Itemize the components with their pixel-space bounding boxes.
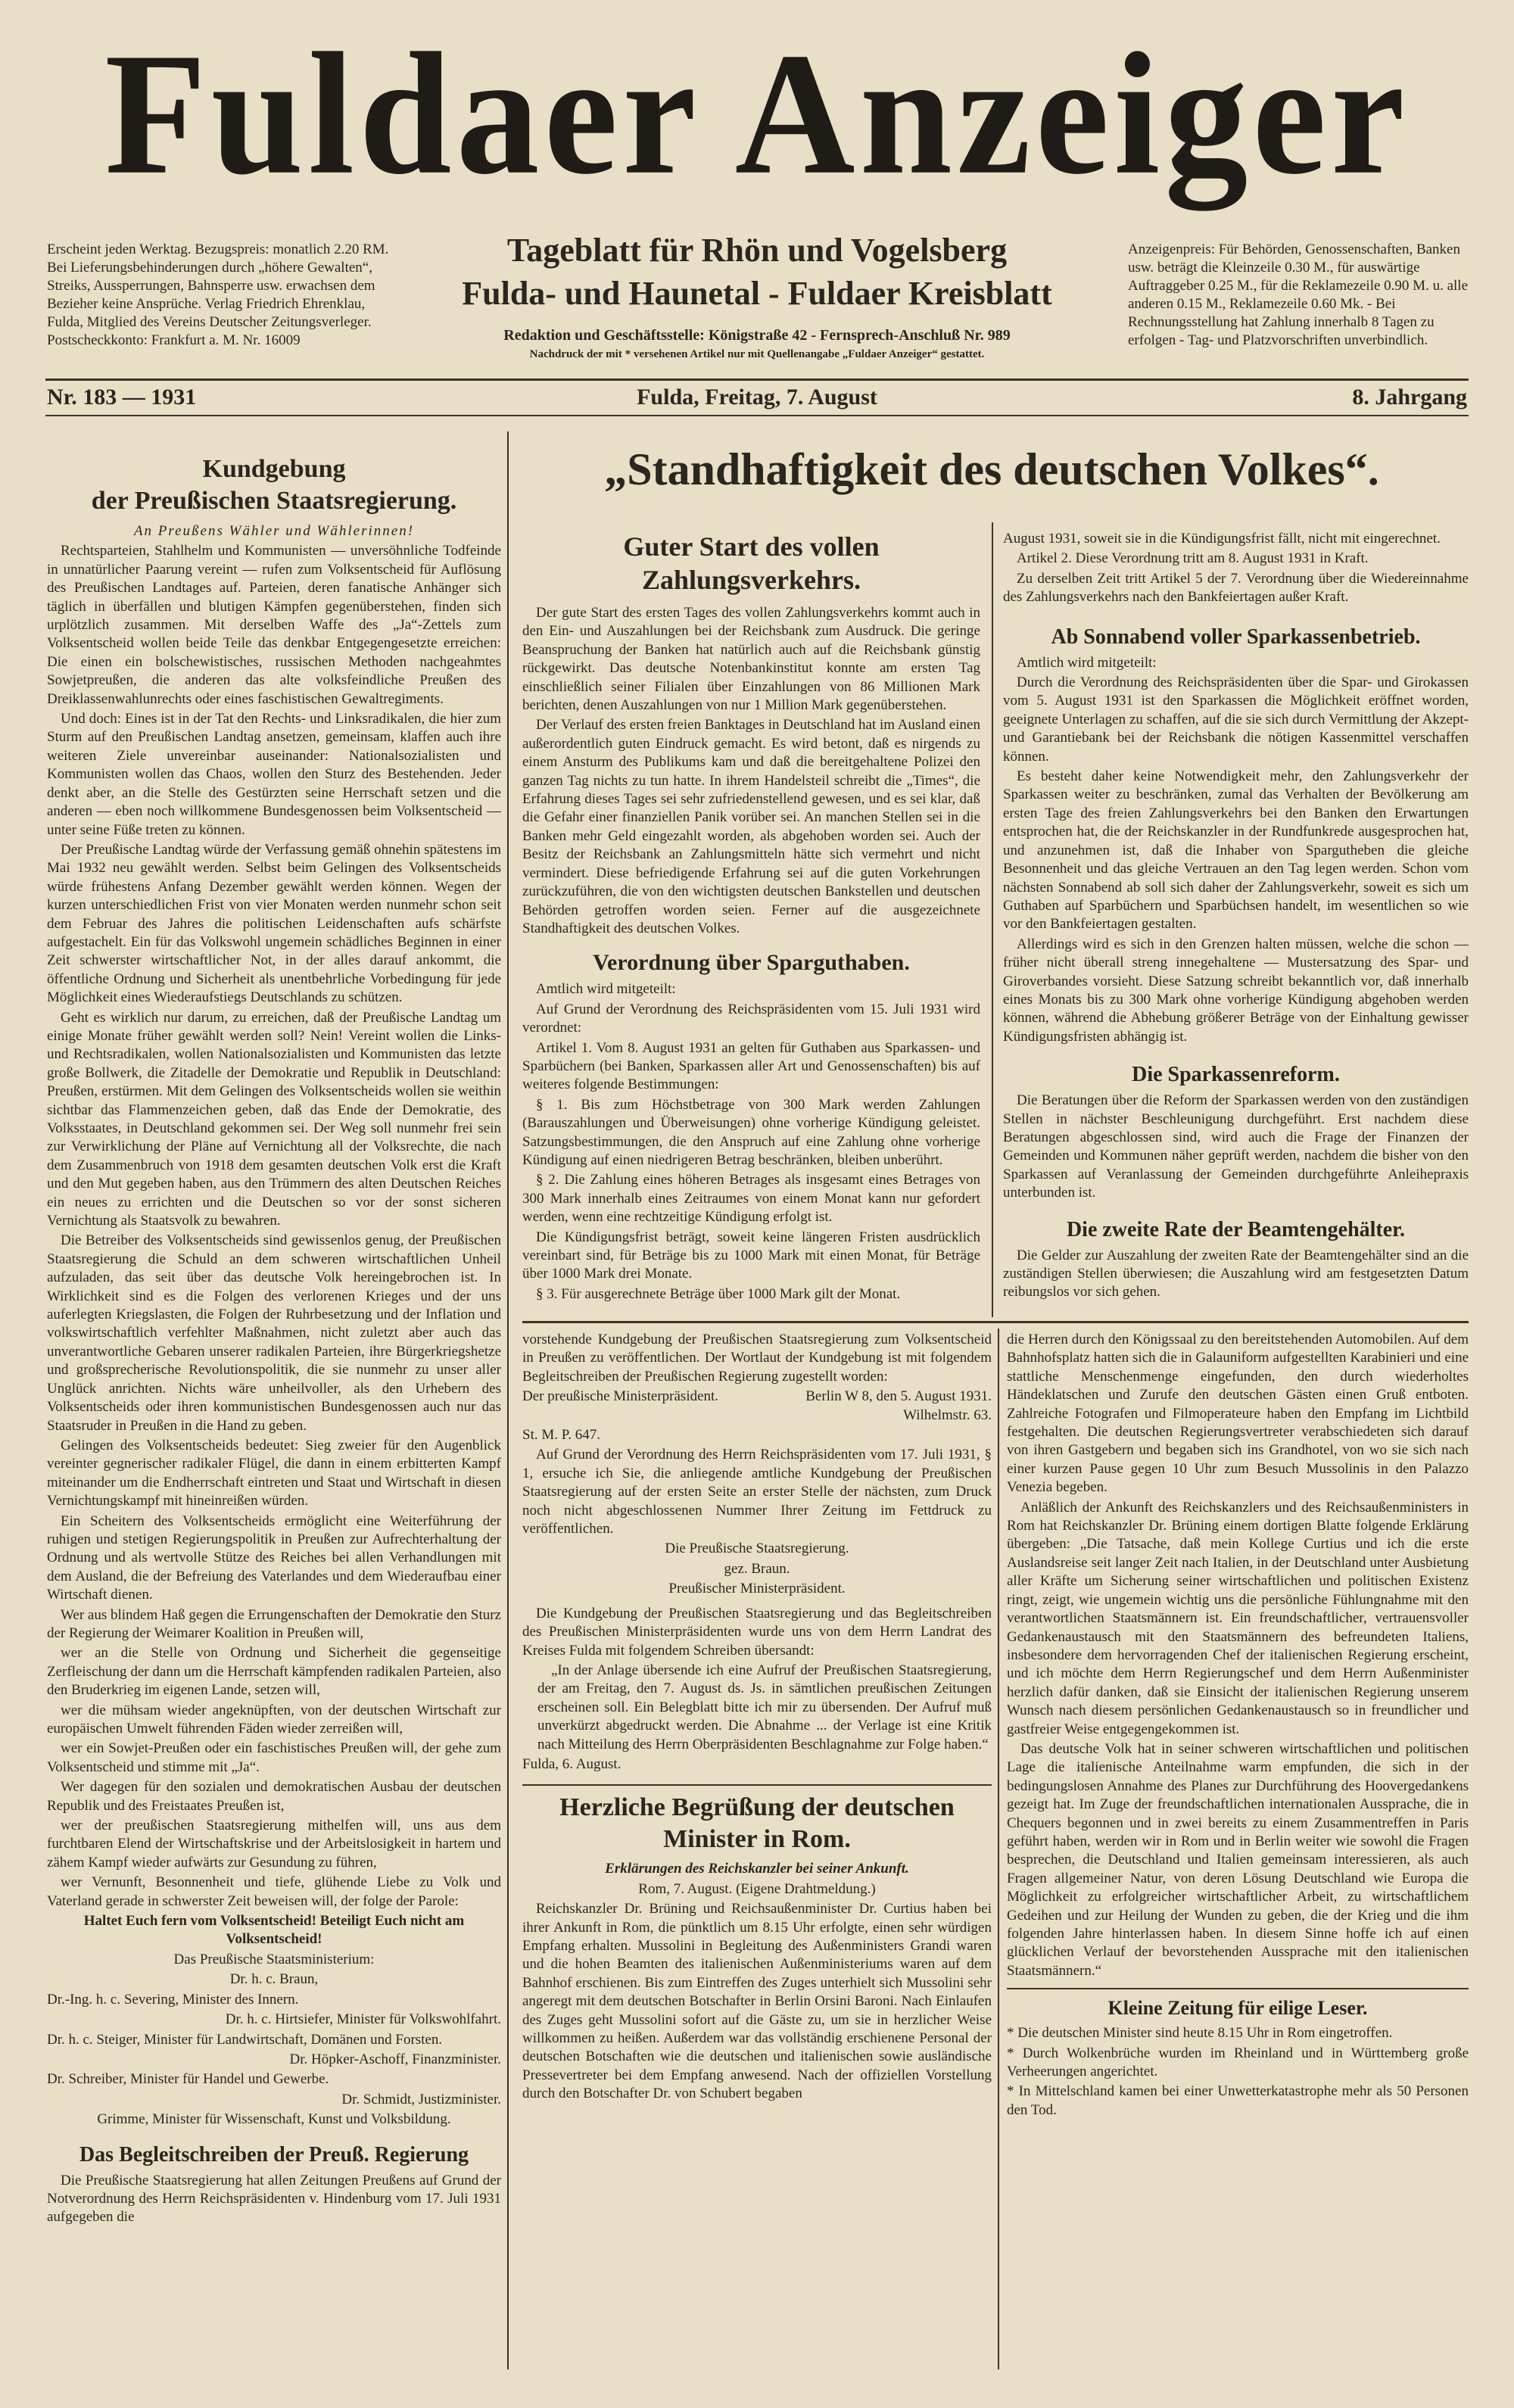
signature: Dr. Höpker-Aschoff, Finanzminister. xyxy=(289,2051,501,2067)
col1-paragraph: wer Vernunft, Besonnenheit und tiefe, glühende Liebe zu Volk und Vaterland gerade in schwerster Zeit beweisen will, der folge der Parole: xyxy=(47,1874,501,1909)
lower-middle-column xyxy=(522,1331,992,2368)
col1-slogan: Haltet Euch fern vom Volksentscheid! Beteiligt Euch nicht am Volksentscheid! xyxy=(83,1913,465,1948)
signature: Dr. Schreiber, Minister für Handel und Gewerbe. xyxy=(47,2071,329,2088)
col1-paragraph: wer an die Stelle von Ordnung und Sicherheit die gegenseitige Zerfleischung der dann um die Herrschaft kämpfenden radikalen Parteien, also den Bruderkrieg im eigenen Lande, setzen will, xyxy=(47,1645,501,1699)
signature: Dr. h. c. Steiger, Minister für Landwirtschaft, Domänen und Forsten. xyxy=(47,2031,443,2048)
col3-paragraph: Die Beratungen über die Reform der Sparkassen werden von den zuständigen Stellen in nächster Beschleunigung durchgeführt. Erst nachdem diese Beratungen abgeschlossen sind, wird auch die Frage der Finanzen der Gemeinden und Kommunen näher geprüft werden, nachdem die bisher von den Sparkassen auf Veranlassung der Gemeinden durchgeführte Anleihepraxis unterbunden ist. xyxy=(1003,1092,1469,1201)
col1-paragraph: Ein Scheitern des Volksentscheids ermöglicht eine Weiterführung der ruhigen und stetigen Regierungspolitik in Preußen zur Aufrechterhaltung der Ordnung und als wertvolle Stütze des Reiches bei allen Verhandlungen mit dem Ausland, die der Befreiung des Vaterlandes und dem Wiederaufbau einer Wirtschaft dienen. xyxy=(47,1512,501,1603)
brief-item: * Durch Wolkenbrüche wurden im Rheinland und in Württemberg große Verheerungen angerichtet. xyxy=(1007,2045,1469,2080)
masthead-reprint-line: Nachdruck der mit * versehenen Artikel nur mit Quellenangabe „Fuldaer Anzeiger“ gestattet. xyxy=(529,348,985,360)
volume: 8. Jahrgang xyxy=(1352,385,1467,410)
landrat-note: Die Kundgebung der Preußischen Staatsregierung und das Begleitschreiben des Preußischen Ministerpräsidenten wurde uns von dem Herrn Landrat des Kreises Fulda mit folgendem Schreiben übersandt: xyxy=(522,1605,992,1659)
verordnung-paragraph: Die Kündigungsfrist beträgt, soweit keine längeren Fristen ausdrücklich vereinbart sind, für Beträge bis zu 1000 Mark mit einen Monat, für Beträge über 1000 Mark drei Monate. xyxy=(522,1229,980,1282)
date-line: Fulda, Freitag, 7. August xyxy=(637,385,877,410)
rom-continued: Anläßlich der Ankunft des Reichskanzlers und des Reichsaußenministers in Rom hat Reichskanzler Dr. Brüning einem dortigen Blatte folgende Erklärung übergeben: „Die Tatsache, daß mein Kollege Curtius und ich die erste Auslandsreise seit langer Zeit nach Italien, in der Deutschland unter Ausbietung aller Kräfte um Sicherung seiner wirtschaftlichen und politischen Existenz ringt, zeigt, wie ungemein wichtig uns die persönliche Fühlungnahme mit den verantwortlichen Staatsmännern ist. Ein freundschaftlicher, vertrauensvoller Gedankenaustausch mit den Staatsmännern des befreundeten Italiens, insbesondere dem hervorragenden Chef der italienischen Regierung erscheint, und ich möchte dem Herrn Regierungschef und dem Herrn Außenminister herzlich dafür danken, daß sie Einsicht der italienischen Regierung unserem Wunsch nach diesem persönlichen Gedankenaustausch so in freundlicher und gastfreier Weise entgegengekommen ist. xyxy=(1007,1499,1469,1737)
rom-text: Reichskanzler Dr. Brüning und Reichsaußenminister Dr. Curtius haben bei ihrer Ankunft in Rom, die pünktlich um 8.15 Uhr erfolgte, einen sehr würdigen Empfang erhalten. Mussolini in Begleitung des Außenministers Grandi waren und die hohen Beamten des italienischen Außenministeriums waren auf dem Bahnhof erschienen. Bis zum Eintreffen des Zuges unterhielt sich Mussolini sehr angeregt mit dem deutschen Botschafter in Berlin Orsini Baroni. Nach Einlaufen des Zuges geht Mussolini sofort auf die Gäste zu, um sie in herzlicher Weise willkommen zu heißen. Außerdem war das vollständig erschienene Personal der deutschen Botschaften wie die deutschen und italienischen sowie ausländische Pressevertreter bei dem Empfang anwesend. Nach der offiziellen Vorstellung durch den Botschafter Dr. von Schubert begaben xyxy=(522,1901,992,2102)
rom-subheading: Erklärungen des Reichskanzler bei seiner Ankunft. xyxy=(605,1861,909,1877)
col3-paragraph: August 1931, soweit sie in die Kündigungsfrist fällt, nicht mit eingerechnet. xyxy=(1003,531,1441,547)
col3-paragraph: Allerdings wird es sich in den Grenzen halten müssen, welche die schon — früher nicht überall streng innegehaltene — Mustersatzung des Spar- und Giroverbandes vorsieht. Diese Satzung schreibt bekanntlich vor, daß innerhalb eines Monats bis zu 300 Mark ohne vorherige Kündigung abgehoben werden können, während die Abhebung größerer Beträge von der Einhaltung gewisser Kündigungsfristen abhängig ist. xyxy=(1003,936,1469,1045)
letter-sign: gez. Braun. xyxy=(724,1560,790,1577)
brief-item: * In Mittelschland kamen bei einer Unwetterkatastrophe mehr als 50 Personen den Tod. xyxy=(1007,2083,1469,2118)
rom-continued: die Herren durch den Königssaal zu den bereitstehenden Automobilen. Auf dem Bahnhofsplatz hatten sich die in Galauniform aufgestellten Karabinieri und eine stattliche Menschenmenge eingefunden, den durch wiederholtes Händeklatschen und Zurufe den deutschen Gästen einen Gruß entboten. Zahlreiche Fotografen und Filmoperateure haben den Empfang im Lichtbild festgehalten. Die deutschen Regierungsvertreter verabschiedeten sich darauf von ihren Gastgebern und begaben sich ins Grandhotel, von wo sie sich nach einer kurzen Pause gegen 10 Uhr zum Besuch Mussolinis in den Palazzo Venezia begeben. xyxy=(1007,1332,1469,1496)
main-headline: „Standhaftigkeit des deutschen Volkes“. xyxy=(604,444,1379,494)
col1-paragraph: Geht es wirklich nur darum, zu erreichen, daß der Preußische Landtag um einige Monate früher gewählt werden soll? Nein! Vereint wollen die Links- und Rechtsradikalen, wollen Nationalsozialisten und Kommunisten das letzte große Bollwerk, die Zitadelle der Demokratie und Republik in Deutschland: Preußen, erstürmen. Mit dem Gelingen des Volksentscheids wollen sie weithin sichtbar das Flammenzeichen geben, daß das Ende der Demokratie, des Volksstaates, in Deutschland gekommen sei. Der Weg soll nunmehr frei sein zur Verwirklichung der Pläne auf Vernichtung all der Volksrechte, die nach dem Zusammenbruch von 1918 dem gesamten deutschen Volk erst die Kraft und den Mut gegeben haben, aus den Trümmern des alten Deutschen Reiches ein neues zu errichten und die Deutschen so vor der sonst sicheren Vernichtung als Staatsvolk zu bewahren. xyxy=(47,1009,501,1229)
masthead-subtitle-1: Tageblatt für Rhön und Vogelsberg xyxy=(506,232,1008,269)
verordnung-paragraph: § 1. Bis zum Höchstbetrage von 300 Mark werden Zahlungen (Barauszahlungen und Überweisungen) ohne vorherige Kündigung geleistet. Satzungsbestimmungen, die den Anspruch auf eine Zahlung ohne vorherige Kündigung auf einen niedrigeren Betrag beschränken, bleiben unberührt. xyxy=(522,1096,980,1168)
sparkassenreform-heading: Die Sparkassenreform. xyxy=(1132,1063,1340,1087)
amtlich-label: Amtlich wird mitgeteilt: xyxy=(536,981,676,998)
kleine-zeitung-heading: Kleine Zeitung für eilige Leser. xyxy=(1107,1997,1368,2020)
verordnung-paragraph: § 2. Die Zahlung eines höheren Betrages als insgesamt eines Betrages von 300 Mark innerhalb eines Zeitraumes von einem Monat kann nur gefordert werden, wenn eine rechtzeitige Kündigung erfolgt ist. xyxy=(522,1172,980,1226)
masthead-rule-top xyxy=(45,378,1469,381)
col1-paragraph: Der Preußische Landtag würde der Verfassung gemäß ohnehin spätestens im Mai 1932 neu gewählt werden. Selbst beim Gelingen des Volksentscheids würde frühestens Anfang Dezember gewählt werden können. Wegen der kurzen unterschiedlichen Frist von vier Monaten werden nunmehr schon seit dem Februar des Jahres die politischen Leidenschaften aufs schärfste aufgestachelt. Ein für das Volkswohl ungemein schädliches Beginnen in einer Zeit schwerster wirtschaftlicher Not, in der alles darauf ankommt, die öffentliche Ordnung und Sicherheit als unentbehrliche Vorbedingung für jede Möglichkeit eines Wiederaufstiegs Deutschlands zu schützen. xyxy=(47,841,501,1006)
verordnung-paragraph: Artikel 1. Vom 8. August 1931 an gelten für Guthaben aus Sparkassen- und Sparbüchern (bei Banken, Sparkassen aller Art und Genossenschaften) bis auf weiteres folgende Bestimmungen: xyxy=(522,1039,980,1093)
zahlungsverkehr-heading: Guter Start des vollen Zahlungsverkehrs. xyxy=(623,531,880,595)
sparguthaben-heading: Verordnung über Sparguthaben. xyxy=(593,950,910,976)
kundgebung-heading: Kundgebung xyxy=(202,455,346,483)
verordnung-paragraph: Auf Grund der Verordnung des Reichspräsidenten vom 15. Juli 1931 wird verordnet: xyxy=(522,1001,980,1036)
column-1 xyxy=(47,454,501,2362)
letterhead-address: Berlin W 8, den 5. August 1931. Wilhelmstr. 63. xyxy=(805,1388,992,1423)
column-rule-1 xyxy=(507,431,509,2369)
rom-dateline: Rom, 7. August. (Eigene Drahtmeldung.) xyxy=(638,1880,876,1897)
kundgebung-subheading: der Preußischen Staatsregierung. xyxy=(91,487,457,515)
signature: Dr.-Ing. h. c. Severing, Minister des Innern. xyxy=(47,1991,299,2008)
masthead-subtitle-2: Fulda- und Haunetal - Fuldaer Kreisblatt xyxy=(462,275,1052,312)
col3-paragraph: Durch die Verordnung des Reichspräsidenten über die Spar- und Girokassen vom 5. August 1931 ist den Sparkassen die Möglichkeit eröffnet worden, geeignete Unterlagen zu schaffen, auf die sie sich durch Vermittlung der Akzept- und Garantiebank bei der Reichsbank die nötigen Kassenmittel verschaffen können. xyxy=(1003,674,1469,765)
column-3 xyxy=(1003,530,1469,1313)
salutation: An Preußens Wähler und Wählerinnen! xyxy=(133,523,415,539)
col1-paragraph: Wer dagegen für den sozialen und demokratischen Ausbau der deutschen Republik und des Freistaates Preußen ist, xyxy=(47,1779,501,1814)
col3-paragraph: Es besteht daher keine Notwendigkeit mehr, den Zahlungsverkehr der Sparkassen weiter zu beschränken, zumal das Verhalten der Bevölkerung am ersten Tage des freien Zahlungsverkehrs bei den Banken den Erwartungen entsprochen hat, die der Reichskanzler in der Rundfunkrede ausgesprochen hat, und anzunehmen ist, daß die Inhaber von Spargutheben die gleiche Besonnenheit und das gleiche Vertrauen an den Tag legen werden. Schon vom nächsten Sonnabend ab soll sich daher der Zahlungsverkehr, soweit es sich um Guthaben auf Sparbüchern und Sparbüchsen handelt, im wesentlichen so wie vor den Bankfeiertagen gestalten. xyxy=(1003,768,1469,933)
col1-paragraph: wer der preußischen Staatsregierung mithelfen will, uns aus dem furchtbaren Elend der Wirtschaftskrise und der Arbeitslosigkeit in hartem und zähem Kampf wieder aufwärts zur Gesundung zu führen, xyxy=(47,1818,501,1871)
col3-paragraph: Die Gelder zur Auszahlung der zweiten Rate der Beamtengehälter sind an die zuständigen Stellen überwiesen; die Auszahlung wird am festgesetzten Datum reibungslos vor sich gehen. xyxy=(1003,1247,1469,1301)
rom-continued: Das deutsche Volk hat in seiner schweren wirtschaftlichen und politischen Lage die italienische Anteilnahme warm empfunden, die sich in der bedingungslosen Annahme des Planes zur Durchführung des Hoovergedankens gezeigt hat. Im Zuge der freundschaftlichen internationalen Aussprache, die in Chequers begonnen und in zwei bereits zu einem Zusammentreffen in Paris geführt haben, werden wir in Rom und in Berlin weiter wie sowohl die Fragen besprechen, die Deutschland und Italien gemeinsam interessieren, als auch Fragen allgemeiner Natur, von deren Lösung Deutschland wie Europa die Möglichkeit zu erfolgreicher wirtschaftlicher Arbeit, zu wirtschaftlichem Gedeihen und zur Heilung der Wunden zu geben, die der Krieg und die ihm folgenden Jahre hinterlassen haben. In diesem Sinne hoffe ich auf einen glücklichen Verlauf der bevorstehenden Aussprache mit den italienischen Staatsmännern.“ xyxy=(1007,1740,1469,1979)
lower-section-rule xyxy=(522,1321,1469,1323)
brief-item: * Die deutschen Minister sind heute 8.15 Uhr in Rom eingetroffen. xyxy=(1007,2025,1393,2042)
signature: Grimme, Minister für Wissenschaft, Kunst und Volksbildung. xyxy=(97,2111,451,2128)
masthead-editorial-line: Redaktion und Geschäftsstelle: Königstraße 42 - Fernsprech-Anschluß Nr. 989 xyxy=(503,327,1011,344)
letterhead-sender: Der preußische Ministerpräsident. xyxy=(522,1388,719,1405)
col1-paragraph: Gelingen des Volksentscheids bedeutet: Sieg zweier für den Augenblick vereinter gegnerischer radikaler Flügel, die dann in einem erbitterten Kampf miteinander um die Endherrschaft eintreten und Staat und Wirtschaft in diesen Vernichtungskampf mit hineinreißen würden. xyxy=(47,1437,501,1509)
rom-heading: Herzliche Begrüßung der deutschen Minister in Rom. xyxy=(559,1793,955,1854)
column-rule-3 xyxy=(998,1329,999,2369)
signature: Dr. h. c. Hirtsiefer, Minister für Volkswohlfahrt. xyxy=(225,2011,501,2028)
begleitschreiben-text: Die Preußische Staatsregierung hat allen Zeitungen Preußens auf Grund der Notverordnung des Herrn Reichspräsidenten v. Hindenburg vom 17. Juli 1931 aufgegeben die xyxy=(47,2172,501,2226)
col2-paragraph: Der Verlauf des ersten freien Banktages in Deutschland hat im Ausland einen außerordentlich guten Eindruck gemacht. Es wird betont, daß es nirgends zu einem Ansturm des Publikums kam und daß die bereitgehaltene Polizei den ganzen Tag nichts zu tun hatte. In ihrem Handelsteil schreibt die „Times“, die Erfahrung dieses Tages sei sehr zufriedenstellend gewesen, und es sei klar, daß die Gefahr einer finanziellen Panik vorüber sei. An manchen Stellen sei in die Banken mehr Geld eingezahlt worden, als abgehoben worden sei. Auch der Besitz der Reichsbank an Zahlungsmitteln hätte sich vermehrt und nicht vermindert. Diese befriedigende Erfahrung sei auf die guten Vorkehrungen zurückzuführen, die von den wichtigsten deutschen Bankstellen und deutschen Behörden getroffen worden seien. Ferner auf die ausgezeichnete Standhaftigkeit des deutschen Volkes. xyxy=(522,717,980,936)
ministry-title: Das Preußische Staatsministerium: xyxy=(173,1951,375,1967)
letter-sign: Preußischer Ministerpräsident. xyxy=(668,1581,846,1597)
letter-reference: St. M. P. 647. xyxy=(522,1427,600,1444)
issue-number: Nr. 183 — 1931 xyxy=(47,385,197,410)
col3-paragraph: Artikel 2. Diese Verordnung tritt am 8. August 1931 in Kraft. xyxy=(1017,550,1369,567)
landrat-quote: „In der Anlage übersende ich eine Aufruf der Preußischen Staatsregierung, der am Freitag, den 7. August ds. Js. in sämtlichen preußischen Zeitungen erscheinen soll. Ein Belegblatt bitte ich mir zu übersenden. Der Aufruf muß unverkürzt abgedruckt werden. Die Abnahme ... der Verlage ist eine Kritik nach Mitteilung des Herrn Oberpräsidenten Beschlagnahme zur Folge haben.“ xyxy=(537,1662,992,1752)
signature: Dr. Schmidt, Justizminister. xyxy=(341,2091,501,2107)
masthead-rule-bottom xyxy=(45,415,1469,416)
rom-rule xyxy=(522,1784,992,1786)
letter-text: Auf Grund der Verordnung des Herrn Reichspräsidenten vom 17. Juli 1931, § 1, ersuche ich Sie, die anliegende amtliche Kundgebung der Preußischen Staatsregierung auf der ersten Seite an erster Stelle der nächsten, zum Druck noch nicht abgeschlossenen Nummer Ihrer Zeitung im Fettdruck zu veröffentlichen. xyxy=(522,1447,992,1537)
verordnung-paragraph: § 3. Für ausgerechnete Beträge über 1000 Mark gilt der Monat. xyxy=(536,1285,901,1302)
letter-sign: Die Preußische Staatsregierung. xyxy=(665,1540,849,1557)
landrat-date: Fulda, 6. August. xyxy=(522,1755,621,1772)
sparkassenbetrieb-heading: Ab Sonnabend voller Sparkassenbetrieb. xyxy=(1051,625,1421,649)
col1-paragraph: Und doch: Eines ist in der Tat den Rechts- und Linksradikalen, die hier zum Sturm auf den Preußischen Landtag ansetzen, gemeinsam, klaffen auch ihre weiteren Ziele unvereinbar auseinander: Nationalsozialisten und Kommunisten wollen das Chaos, wollen den Sturz des Bestehenden. Jeder denkt aber, an die Stelle des Gestürzten seine Herrschaft setzen und die anderen — eben noch willkommene Bundesgenossen beim Volksentscheid — unter seine Füße treten zu können. xyxy=(47,711,501,838)
masthead-left-box: Erscheint jeden Werktag. Bezugspreis: monatlich 2.20 RM. Bei Lieferungsbehinderungen durch „höhere Gewalten“, Streiks, Aussperrungen, Bahnsperre usw. erwachsen dem Bezieher keine Ansprüche. Verlag Friedrich Ehrenklau, Fulda, Mitglied des Vereins Deutscher Zeitungsverleger. Postscheckkonto: Frankfurt a. M. Nr. 16009 xyxy=(47,241,389,348)
amtlich-label: Amtlich wird mitgeteilt: xyxy=(1017,654,1157,671)
col1-paragraph: Wer aus blindem Haß gegen die Errungenschaften der Demokratie den Sturz der Regierung der Weimarer Koalition in Preußen will, xyxy=(47,1606,501,1641)
column-2 xyxy=(522,530,980,1313)
signature: Dr. h. c. Braun, xyxy=(229,1971,319,1988)
lower-right-column xyxy=(1007,1331,1469,2368)
col1-paragraph: Rechtsparteien, Stahlhelm und Kommunisten — unversöhnliche Todfeinde in unnatürlicher Paarung vereint — rufen zum Volksentscheid für Auflösung des Preußischen Landtages auf. Parteien, deren fanatische Anhänger sich täglich in überfällen und blutigen Kämpfen gegenüberstehen, finden sich urplötzlich zusammen. Mit derselben Waffe des „Ja“-Zettels zum Volksentscheid wollen beide Teile das denkbar Entgegengesetzte erreichen: Die einen ein bolschewistisches, russischen Methoden nachgeahmtes Sowjetpreußen, die anderen das alte volksfeindliche Preußen des Dreiklassenwahlunrechts oder eines faschistischen Gewaltregiments. xyxy=(47,543,501,707)
beamtengehaelter-heading: Die zweite Rate der Beamtengehälter. xyxy=(1066,1217,1406,1241)
begleit-intro: vorstehende Kundgebung der Preußischen Staatsregierung zum Volksentscheid in Preußen zu veröffentlichen. Der Wortlaut der Kundgebung ist mit folgendem Begleitschreiben der Preußischen Regierung zugestellt worden: xyxy=(522,1332,992,1385)
column-rule-2 xyxy=(992,522,993,1317)
col1-paragraph: Die Betreiber des Volksentscheids sind gewissenlos genug, der Preußischen Staatsregierung die Schuld an dem schweren wirtschaftlichen Unheil aufzuladen, das seit über das deutsche Volk hereingebrochen ist. In Wirklichkeit sind es die Folgen des verlorenen Krieges und der uns auferlegten Kriegslasten, die Folgen der Ruhrbesetzung und der Inflation und volkswirtschaftlich verfehlter Maßnahmen, nicht zuletzt aber auch das unverantwortliche Gebaren unserer radikalen Parteien, ihre Bürgerkriegshetze und großsprecherische Revolutionspolitik, die sie nunmehr zu unser aller Unglück anrichten. Nichts wäre unheilvoller, als den Urhebern des Volksentscheids oder ihren kommunistischen Bundesgenossen auch nur das Staatsruder in Preußen in die Hand zu geben. xyxy=(47,1232,501,1434)
masthead-title: Fuldaer Anzeiger xyxy=(104,16,1410,211)
col3-paragraph: Zu derselben Zeit tritt Artikel 5 der 7. Verordnung über die Wiedereinnahme des Zahlungsverkehrs nach den Bankfeiertagen außer Kraft. xyxy=(1003,570,1469,606)
briefs-rule xyxy=(1007,1988,1469,1989)
begleitschreiben-heading: Das Begleitschreiben der Preuß. Regierung xyxy=(79,2142,469,2167)
masthead-right-box: Anzeigenpreis: Für Behörden, Genossenschaften, Banken usw. beträgt die Kleinzeile 0.30 M., für auswärtige Auftraggeber 0.25 M., für die Reklamezeile 0.90 M. u. alle anderen 0.15 M., Reklamezeile 0.60 Mk. - Bei Rechnungsstellung hat Zahlung innerhalb 8 Tagen zu erfolgen - Tag- und Platzvorschriften unverbindlich. xyxy=(1128,241,1468,348)
col2-paragraph: Der gute Start des ersten Tages des vollen Zahlungsverkehrs kommt auch in den Ein- und Auszahlungen bei der Reichsbank zum Ausdruck. Die geringe Beanspruchung der Banken hat natürlich auch auf die Reichsbank günstig rückgewirkt. Das deutsche Notenbankinstitut konnte am ersten Tag einschließlich seiner Filialen über Einzahlungen von 86 Millionen Mark berichten, denen Auszahlungen von nur 1 Million Mark gegenüberstehen. xyxy=(522,605,980,714)
col1-paragraph: wer die mühsam wieder angeknüpften, von der deutschen Wirtschaft zur europäischen Umwelt führenden Fäden wieder zerreißen will, xyxy=(47,1702,501,1737)
col1-paragraph: wer ein Sowjet-Preußen oder ein faschistisches Preußen will, der gehe zum Volksentscheid und stimme mit „Ja“. xyxy=(47,1740,501,1775)
